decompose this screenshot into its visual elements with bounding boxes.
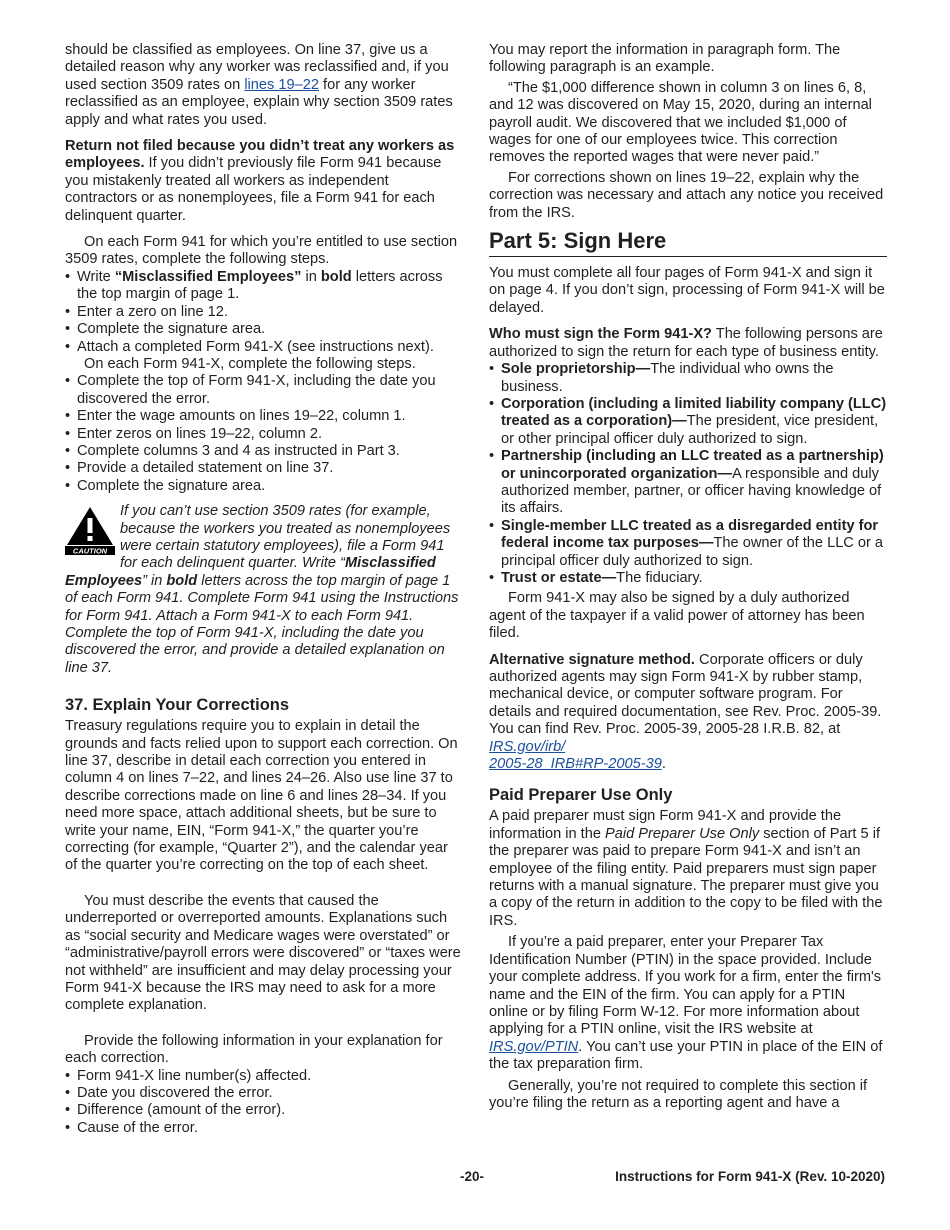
corrections-paragraph: For corrections shown on lines 19–22, explain why the correction was necessary and attach any notice you received from the IRS.	[489, 169, 884, 221]
list-item: • Difference (amount of the error).	[65, 1102, 462, 1119]
ptin-paragraph: If you’re a paid preparer, enter your Preparer Tax Identification Number (PTIN) in the space provided. Include your complete address. If you work for a firm, enter the firm's name and the EIN of the firm. You can apply for a PTIN online or by filing Form W-12. For more information about applying for a PTIN online, visit the IRS website at IRS.gov/PTIN. You can’t use your PTIN in place of the EIN of the tax preparation firm.	[489, 934, 883, 1073]
agent-paragraph: Form 941-X may also be signed by a duly authorized agent of the taxpayer if a valid power of attorney has been filed.	[489, 590, 865, 642]
part-5-title: Part 5: Sign Here	[489, 228, 887, 257]
list-item: • Sole proprietorship—The individual who owns the business.	[489, 361, 887, 396]
list-item: • Provide a detailed statement on line 37.	[65, 460, 462, 477]
example-quote: “The $1,000 difference shown in column 3 on lines 6, 8, and 12 was discovered on May 15, 2020, during an internal payroll audit. We discovered that we included $1,000 of wages for one of our employees twice. This correction removes the reported wages that were never paid.”	[489, 79, 872, 166]
list-item: • Date you discovered the error.	[65, 1085, 462, 1102]
section-37-paragraph: Treasury regulations require you to explain in detail the grounds and facts relied upon to support each correction. On line 37, describe in detail each correction you entered in column 4 on lines 7–22, and lines 24–26. Also use line 37 to describe corrections made on line 6 and lines 28–34. If you need more space, attach additional sheets, but be sure to write your name, EIN, “Form 941-X,” the quarter you’re correcting (for example, “Quarter 2”), and the calendar year of the quarter you’re correcting on the top of each sheet.	[65, 718, 458, 874]
list-item: • Write “Misclassified Employees” in bold letters across the top margin of page 1.	[65, 269, 462, 304]
example-intro: You may report the information in paragraph form. The following paragraph is an example.	[489, 42, 841, 76]
lines-19-22-link[interactable]: lines 19–22	[244, 76, 319, 93]
alternative-signature-paragraph: Alternative signature method. Corporate officers or duly authorized agents may sign Form 941-X by rubber stamp, mechanical device, or computer software program. For details and required documentation, see Rev. Proc. 2005-39. You can find Rev. Proc. 2005-39, 2005-28 I.R.B. 82, at IRS.gov/irb/ 2005-28_IRB#RP-2005-39.	[489, 651, 882, 773]
reporting-agent-paragraph: Generally, you’re not required to complete this section if you’re filing the return as a reporting agent and have a	[489, 1077, 868, 1111]
list-item: • Complete the signature area.	[65, 478, 462, 495]
list-item: • Enter a zero on line 12.	[65, 304, 462, 321]
list-item: • Trust or estate—The fiduciary.	[489, 570, 887, 587]
intro-paragraph: should be classified as employees. On line 37, give us a detailed reason why any worker was reclassified and, if you used section 3509 rates on lines 19–22 for any worker reclassified as an employee, explain why section 3509 rates apply and what rates you used.	[65, 42, 453, 128]
list-item: • Cause of the error.	[65, 1120, 462, 1137]
list-item: • Complete columns 3 and 4 as instructed in Part 3.	[65, 443, 462, 460]
section-37-paragraph: You must describe the events that caused the underreported or overreported amounts. Explanations such as “social security and Medicare wages were overstated” or “administrative/payroll errors were discovered” or “taxes were not withheld” are insufficient and may delay processing your Form 941-X because the IRS may need to ask for a more complete explanation.	[65, 892, 461, 1014]
list-item: • Enter zeros on lines 19–22, column 2.	[65, 426, 462, 443]
left-column	[65, 42, 462, 1137]
form-941-steps-intro: On each Form 941 for which you’re entitled to use section 3509 rates, complete the following steps.	[65, 234, 458, 268]
svg-text:CAUTION: CAUTION	[72, 546, 108, 556]
right-column	[489, 42, 887, 1112]
page-footer	[0, 1169, 950, 1187]
caution-icon	[65, 505, 115, 555]
section-37-title: 37. Explain Your Corrections	[65, 696, 290, 715]
list-item: • Form 941-X line number(s) affected.	[65, 1068, 462, 1085]
alternative-signature-heading: Alternative signature method.	[489, 651, 695, 668]
paid-preparer-title: Paid Preparer Use Only	[489, 786, 673, 805]
return-not-filed-paragraph: Return not filed because you didn’t treat any workers as employees. If you didn’t previously file Form 941 because you mistakenly treated all workers as independent contractors or as nonemployees, file a Form 941 for each delinquent quarter.	[65, 138, 455, 224]
list-item: • Partnership (including an LLC treated as a partnership) or unincorporated organization—A responsible and duly authorized member, partner, or officer having knowledge of its affairs.	[489, 448, 887, 518]
list-item: • Single-member LLC treated as a disregarded entity for federal income tax purposes—The owner of the LLC or a principal officer duly authorized to sign.	[489, 518, 887, 570]
list-item: • Enter the wage amounts on lines 19–22, column 1.	[65, 408, 462, 425]
form-941x-steps-intro: On each Form 941-X, complete the following steps.	[84, 355, 416, 372]
list-item: • Attach a completed Form 941-X (see instructions next).	[65, 339, 462, 356]
page-number: -20-	[460, 1169, 485, 1184]
who-must-sign-heading: Who must sign the Form 941-X?	[489, 326, 712, 343]
caution-note: CAUTION If you can’t use section 3509 rates (for example, because the workers you treated as nonemployees were certain statutory employees), file a Form 941 for each delinquent quarter. Write “Misclassified Employees” in bold letters across the top margin of page 1 of each Form 941. Complete Form 941 using the Instructions for Form 941. Attach a Form 941-X to each Form 941. Complete the top of Form 941-X, including the date you discovered the error, and provide a detailed explanation on line 37.	[65, 503, 459, 676]
list-item: • Complete the signature area.	[65, 321, 462, 338]
return-not-filed-heading: Return not filed because you didn’t treat any workers as employees.	[65, 138, 455, 172]
list-item: • Complete the top of Form 941-X, including the date you discovered the error.	[65, 373, 462, 408]
irs-irb-link[interactable]: IRS.gov/irb/ 2005-28_IRB#RP-2005-39	[489, 738, 662, 773]
paid-preparer-paragraph: A paid preparer must sign Form 941-X and provide the information in the Paid Preparer Use Only section of Part 5 if the preparer was paid to prepare Form 941-X and isn’t an employee of the filing entity. Paid preparers must sign paper returns with a manual signature. The preparer must give you a copy of the return in addition to the copy to be filed with the IRS.	[489, 808, 883, 929]
who-must-sign-paragraph: Who must sign the Form 941-X? The following persons are authorized to sign the return for each type of business entity.	[489, 326, 883, 360]
sign-paragraph: You must complete all four pages of Form 941-X and sign it on page 4. If you don’t sign, processing of Form 941-X will be delayed.	[489, 265, 885, 316]
irs-ptin-link[interactable]: IRS.gov/PTIN	[489, 1038, 579, 1055]
section-37-paragraph: Provide the following information in your explanation for each correction.	[65, 1032, 443, 1067]
footer-title: Instructions for Form 941-X (Rev. 10-2020)	[615, 1169, 885, 1184]
list-item: • Corporation (including a limited liability company (LLC) treated as a corporation)—The president, vice president, or other principal officer duly authorized to sign.	[489, 396, 887, 448]
